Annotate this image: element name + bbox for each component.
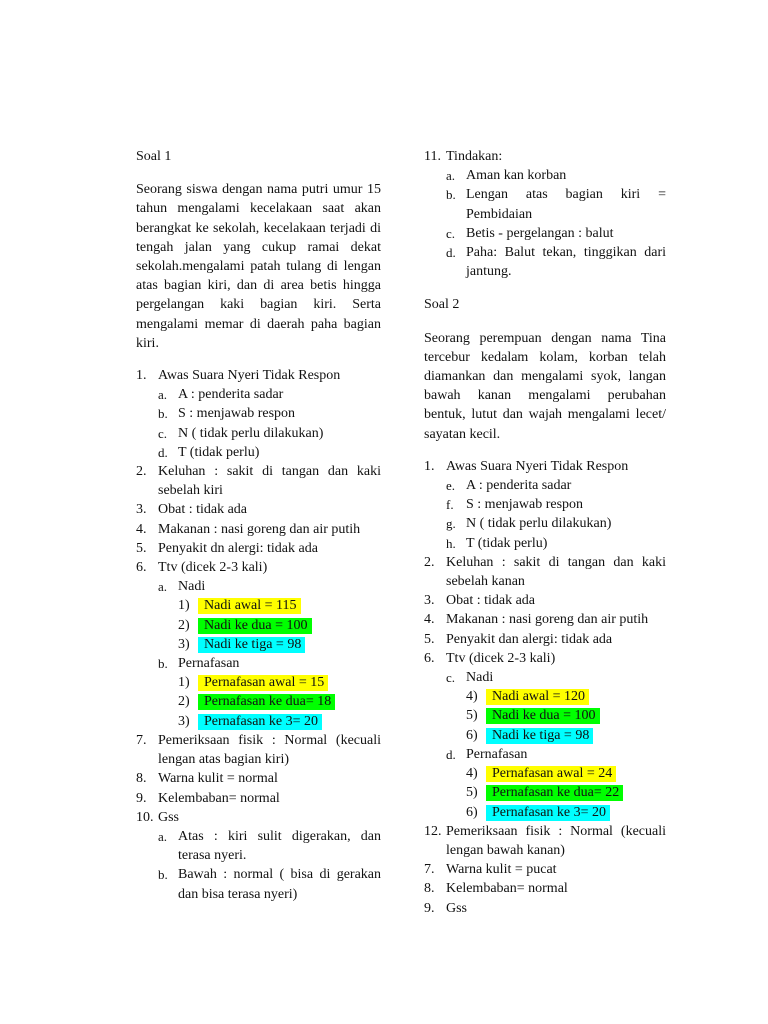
list-item: b. Lengan atas bagian kiri = Pembidaian	[446, 187, 666, 222]
list-item: c. N ( tidak perlu dilakukan)	[158, 425, 324, 441]
list-item: 6. Ttv (dicek 2-3 kali)	[424, 650, 556, 666]
soal-1-title: Soal 1	[136, 149, 172, 164]
right-column	[424, 147, 666, 918]
list-item: 7. Warna kulit = pucat	[424, 862, 557, 878]
list-item: 12. Pemeriksaan fisik : Normal (kecuali lengan bawah kanan)	[424, 823, 666, 858]
highlighted-value: Pernafasan ke 3= 20	[486, 805, 610, 821]
highlighted-value: Nadi ke tiga = 98	[486, 728, 593, 744]
soal-2-title: Soal 2	[424, 297, 460, 313]
highlighted-value: Pernafasan awal = 15	[198, 675, 328, 691]
list-item: 3. Obat : tidak ada	[136, 502, 248, 518]
list-item: 6) Nadi ke tiga = 98	[424, 726, 666, 745]
highlighted-value: Pernafasan awal = 24	[486, 766, 616, 782]
list-item: f. S : menjawab respon	[446, 497, 584, 513]
list-item: 2. Keluhan : sakit di tangan dan kaki sebelah kiri	[136, 464, 381, 499]
list-item: a. Aman kan korban	[446, 168, 567, 184]
highlighted-value: Nadi ke tiga = 98	[198, 637, 305, 653]
list-item: c. Betis - pergelangan : balut	[446, 225, 614, 241]
list-item: 3. Obat : tidak ada	[424, 593, 536, 609]
list-item: 5) Pernafasan ke dua= 22	[424, 783, 666, 802]
list-item: 8. Kelembaban= normal	[424, 881, 568, 897]
list-item: g. N ( tidak perlu dilakukan)	[446, 516, 612, 532]
list-item: 2. Keluhan : sakit di tangan dan kaki sebelah kanan	[424, 554, 666, 590]
list-item: a. A : penderita sadar	[158, 387, 284, 403]
list-item: d. Paha: Balut tekan, tinggikan dari jantung.	[446, 245, 666, 280]
list-item: 11. Tindakan:	[424, 149, 503, 164]
list-item: 9. Kelembaban= normal	[136, 790, 280, 806]
list-item: 8. Warna kulit = normal	[136, 771, 278, 787]
list-item: b. S : menjawab respon	[158, 406, 296, 422]
list-item: 4) Pernafasan awal = 24	[424, 764, 666, 783]
list-item: 2) Pernafasan ke dua= 18	[136, 692, 381, 711]
list-item: a. Atas : kiri sulit digerakan, dan terasa nyeri.	[158, 828, 381, 864]
left-column	[136, 147, 381, 904]
list-item: 6) Pernafasan ke 3= 20	[424, 803, 666, 822]
list-item: 1) Nadi awal = 115	[136, 596, 381, 615]
list-item: 9. Gss	[424, 900, 468, 916]
highlighted-value: Nadi awal = 120	[486, 689, 589, 705]
list-item: 4) Nadi awal = 120	[424, 687, 666, 706]
highlighted-value: Pernafasan ke dua= 22	[486, 785, 623, 801]
list-item: 1. Awas Suara Nyeri Tidak Respon	[136, 368, 341, 384]
list-item: 6. Ttv (dicek 2-3 kali)	[136, 560, 268, 576]
list-item: h. T (tidak perlu)	[446, 535, 548, 551]
list-item: 5. Penyakit dan alergi: tidak ada	[424, 631, 613, 647]
list-item: 3) Pernafasan ke 3= 20	[136, 712, 381, 731]
list-item: a. Nadi	[158, 579, 206, 595]
list-item: 2) Nadi ke dua = 100	[136, 616, 381, 635]
list-item: 1) Pernafasan awal = 15	[136, 673, 381, 692]
list-item: c. Nadi	[446, 670, 494, 686]
highlighted-value: Nadi ke dua = 100	[486, 708, 600, 724]
highlighted-value: Nadi ke dua = 100	[198, 618, 312, 634]
list-item: 4. Makanan : nasi goreng dan air putih	[136, 521, 361, 537]
list-item: 5) Nadi ke dua = 100	[424, 706, 666, 725]
highlighted-value: Pernafasan ke dua= 18	[198, 694, 335, 710]
list-item: 7. Pemeriksaan fisik : Normal (kecuali lengan atas bagian kiri)	[136, 732, 381, 768]
highlighted-value: Nadi awal = 115	[198, 598, 301, 614]
list-item: 10. Gss	[136, 809, 180, 825]
list-item: d. T (tidak perlu)	[158, 444, 260, 460]
list-item: e. A : penderita sadar	[446, 478, 572, 494]
list-item: d. Pernafasan	[446, 746, 528, 762]
soal-2-intro: Seorang perempuan dengan nama Tina tercebur kedalam kolam, korban telah diamankan dan mengalami syok, langan bawah kanan mengalami perubahan bentuk, lutut dan wajah mengalami lecet/ sayatan kecil.	[424, 330, 666, 442]
list-item: b. Bawah : normal ( bisa di gerakan dan bisa terasa nyeri)	[158, 867, 381, 902]
soal-1-intro: Seorang siswa dengan nama putri umur 15 tahun mengalami kecelakaan saat akan berangkat ke sekolah, kecelakaan terjadi di tengah jalan yang cukup ramai dekat sekolah.mengalami patah tulang di lengan atas bagian kiri, dan di area betis hingga pergelangan kaki bagian kiri. Serta mengalami memar di daerah paha bagian kiri.	[136, 182, 381, 351]
list-item: 4. Makanan : nasi goreng dan air putih	[424, 612, 649, 628]
highlighted-value: Pernafasan ke 3= 20	[198, 714, 322, 730]
list-item: b. Pernafasan	[158, 656, 240, 672]
list-item: 5. Penyakit dn alergi: tidak ada	[136, 540, 318, 556]
list-item: 1. Awas Suara Nyeri Tidak Respon	[424, 458, 629, 474]
list-item: 3) Nadi ke tiga = 98	[136, 635, 381, 654]
